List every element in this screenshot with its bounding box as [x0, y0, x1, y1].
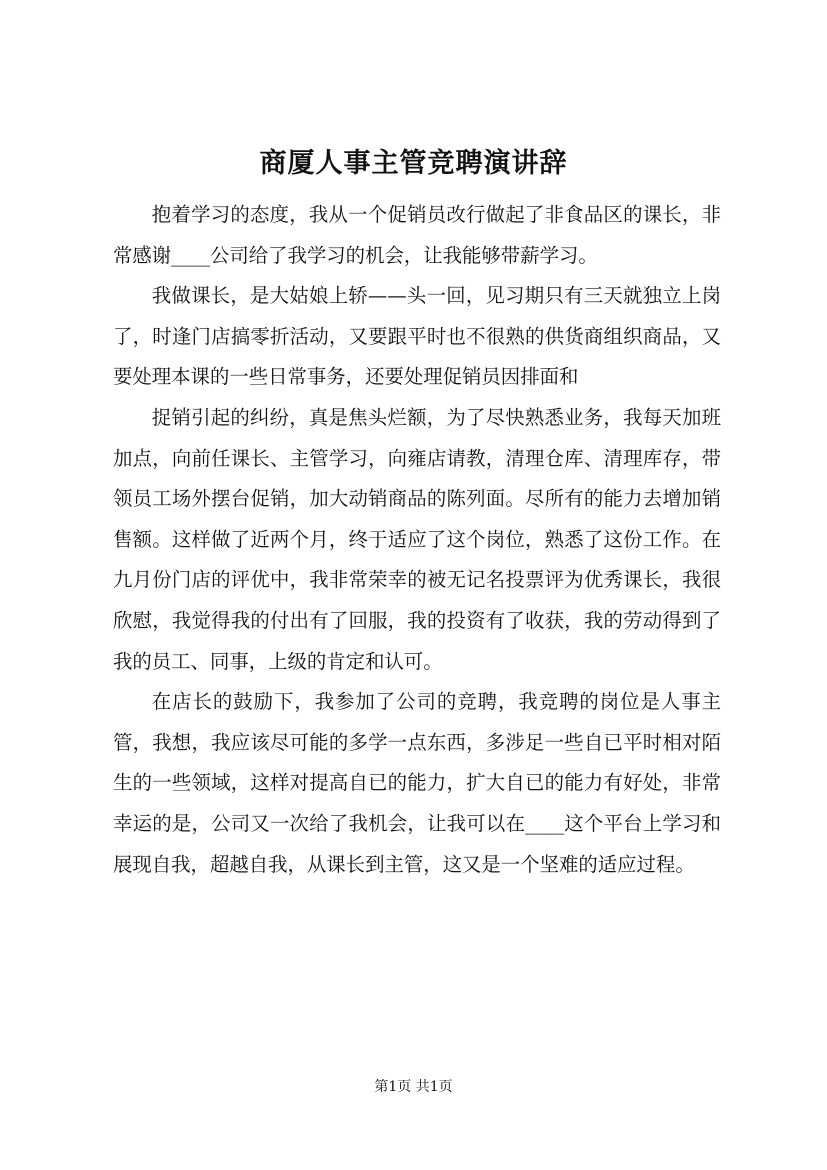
- document-title: 商厦人事主管竞聘演讲辞: [259, 148, 568, 179]
- paragraph-1: 抱着学习的态度，我从一个促销员改行做起了非食品区的课长，非常感谢____公司给了我学习的机会，让我能够带薪学习。: [113, 203, 721, 267]
- paragraph-3: 捉销引起的纠纷，真是焦头烂额，为了尽快熟悉业务，我每天加班加点，向前任课长、主管学习，向雍店请教，清理仓库、清理库存，带领员工场外摆台促销，加大动销商品的陈列面。尽所有的能力去增加销售额。这样做了近两个月，终于适应了这个岗位，熟悉了这份工作。在九月份门店的评优中，我非常荣幸的被无记名投票评为优秀课长，我很欣慰，我觉得我的付出有了回服，我的投资有了收获，我的劳动得到了我的员工、同事，上级的肯定和认可。: [113, 405, 721, 673]
- paragraph-2: 我做课长，是大姑娘上轿——头一回，见习期只有三天就独立上岗了，时逢门店搞零折活动，又要跟平时也不很熟的供货商组织商品，又要处理本课的一些日常事务，还要处理促销员因排面和: [113, 284, 721, 389]
- document-body: [113, 195, 721, 885]
- paragraph-4: 在店长的鼓励下，我参加了公司的竞聘，我竞聘的岗位是人事主管，我想，我应该尽可能的多学一点东西，多涉足一些自已平时相对陌生的一些领域，这样对提高自已的能力，扩大自已的能力有好处，非常幸运的是，公司又一次给了我机会，让我可以在____这个平台上学习和展现自我，超越自我，从课长到主管，这又是一个坚难的适应过程。: [113, 690, 721, 876]
- page-footer: 第1页 共1页: [374, 1079, 453, 1095]
